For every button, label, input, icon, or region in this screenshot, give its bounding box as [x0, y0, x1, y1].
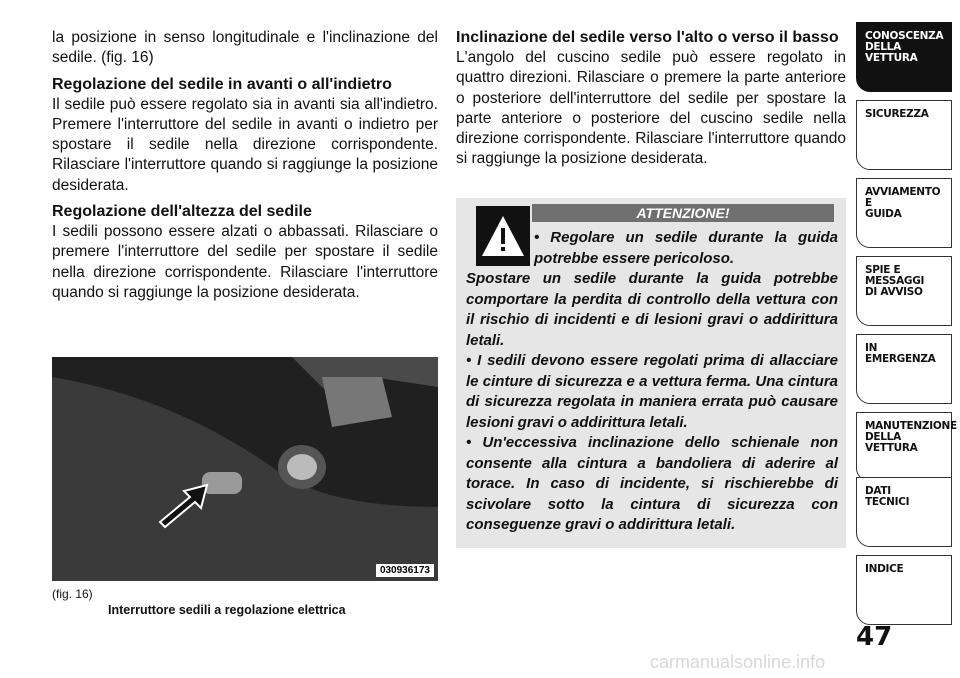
- section-heading-forward-back: Regolazione del sedile in avanti o all'indietro: [52, 75, 392, 93]
- height-paragraph: I sedili possono essere alzati o abbassati. Rilasciare o premere l'interruttore del sedile per spostare il sedile nella direzione corrispondente. Rilasciare l'interruttore quando si raggiunge la posizione desiderata.: [52, 223, 438, 301]
- figure-label: (fig. 16): [52, 587, 93, 601]
- section-heading-height: Regolazione dell'altezza del sedile: [52, 203, 312, 221]
- tab-emergenza[interactable]: IN EMERGENZA: [856, 334, 952, 404]
- tab-sicurezza[interactable]: SICUREZZA: [856, 100, 952, 170]
- forward-back-paragraph: Il sedile può essere regolato sia in avanti sia all'indietro. Premere l'interruttore del sedile in avanti o indietro per spostare il sedile nella direzione corrispondente. Rilasciare l'interruttore quando si raggiunge la posizione desiderata.: [52, 95, 438, 194]
- tilt-paragraph: L'angolo del cuscino sedile può essere regolato in quattro direzioni. Rilasciare o premere la parte anteriore o posteriore dell'interruttore del sedile per spostare la parte anteriore o posteriore del cuscino sedile nella direzione corrispondente. Rilasciare l'interruttore quando si raggiunge la posizione desiderata.: [456, 49, 846, 168]
- seat-switch-illustration: [52, 357, 438, 581]
- left-column: [52, 28, 438, 309]
- tab-dati-tecnici[interactable]: DATI TECNICI: [856, 477, 952, 547]
- section-heading-tilt: Inclinazione del sedile verso l'alto o verso il basso: [456, 29, 839, 46]
- warning-item-1b: Spostare un sedile durante la guida potrebbe comportare la perdita di controllo della vettura con il rischio di incidenti e di lesioni gravi o addirittura letali.: [466, 270, 838, 349]
- page-number: 47: [856, 622, 893, 652]
- tab-conoscenza[interactable]: CONOSCENZA DELLA VETTURA: [856, 22, 952, 92]
- right-column: [456, 28, 846, 176]
- warning-box: [456, 198, 846, 548]
- figure-code: 030936173: [376, 564, 434, 577]
- figure-caption: Interruttore sedili a regolazione elettrica: [108, 603, 346, 617]
- seat-switch-photo: [52, 357, 438, 581]
- warning-item-2: • I sedili devono essere regolati prima di allacciare le cinture di sicurezza e a vettura ferma. Una cintura di sicurezza regolata in maniera errata può causare lesioni gravi o addirittura letali.: [466, 352, 838, 431]
- warning-item-1a: • Regolare un sedile durante la guida potrebbe essere pericoloso.: [534, 229, 838, 267]
- tab-manutenzione[interactable]: MANUTENZIONE DELLA VETTURA: [856, 412, 952, 482]
- warning-item-3: • Un'eccessiva inclinazione dello schienale non consente alla cintura a bandoliera di aderire al torace. In caso di incidente, si rischierebbe di scivolare sotto la cintura di sicurezza con conseguenze gravi o addirittura letali.: [466, 434, 838, 533]
- intro-paragraph: la posizione in senso longitudinale e l'inclinazione del sedile. (fig. 16): [52, 29, 438, 67]
- warning-title: ATTENZIONE!: [532, 204, 834, 222]
- tab-avviamento[interactable]: AVVIAMENTO E GUIDA: [856, 178, 952, 248]
- tab-spie[interactable]: SPIE E MESSAGGI DI AVVISO: [856, 256, 952, 326]
- tab-indice[interactable]: INDICE: [856, 555, 952, 625]
- watermark: carmanualsonline.info: [650, 652, 826, 672]
- warning-text: [466, 228, 838, 536]
